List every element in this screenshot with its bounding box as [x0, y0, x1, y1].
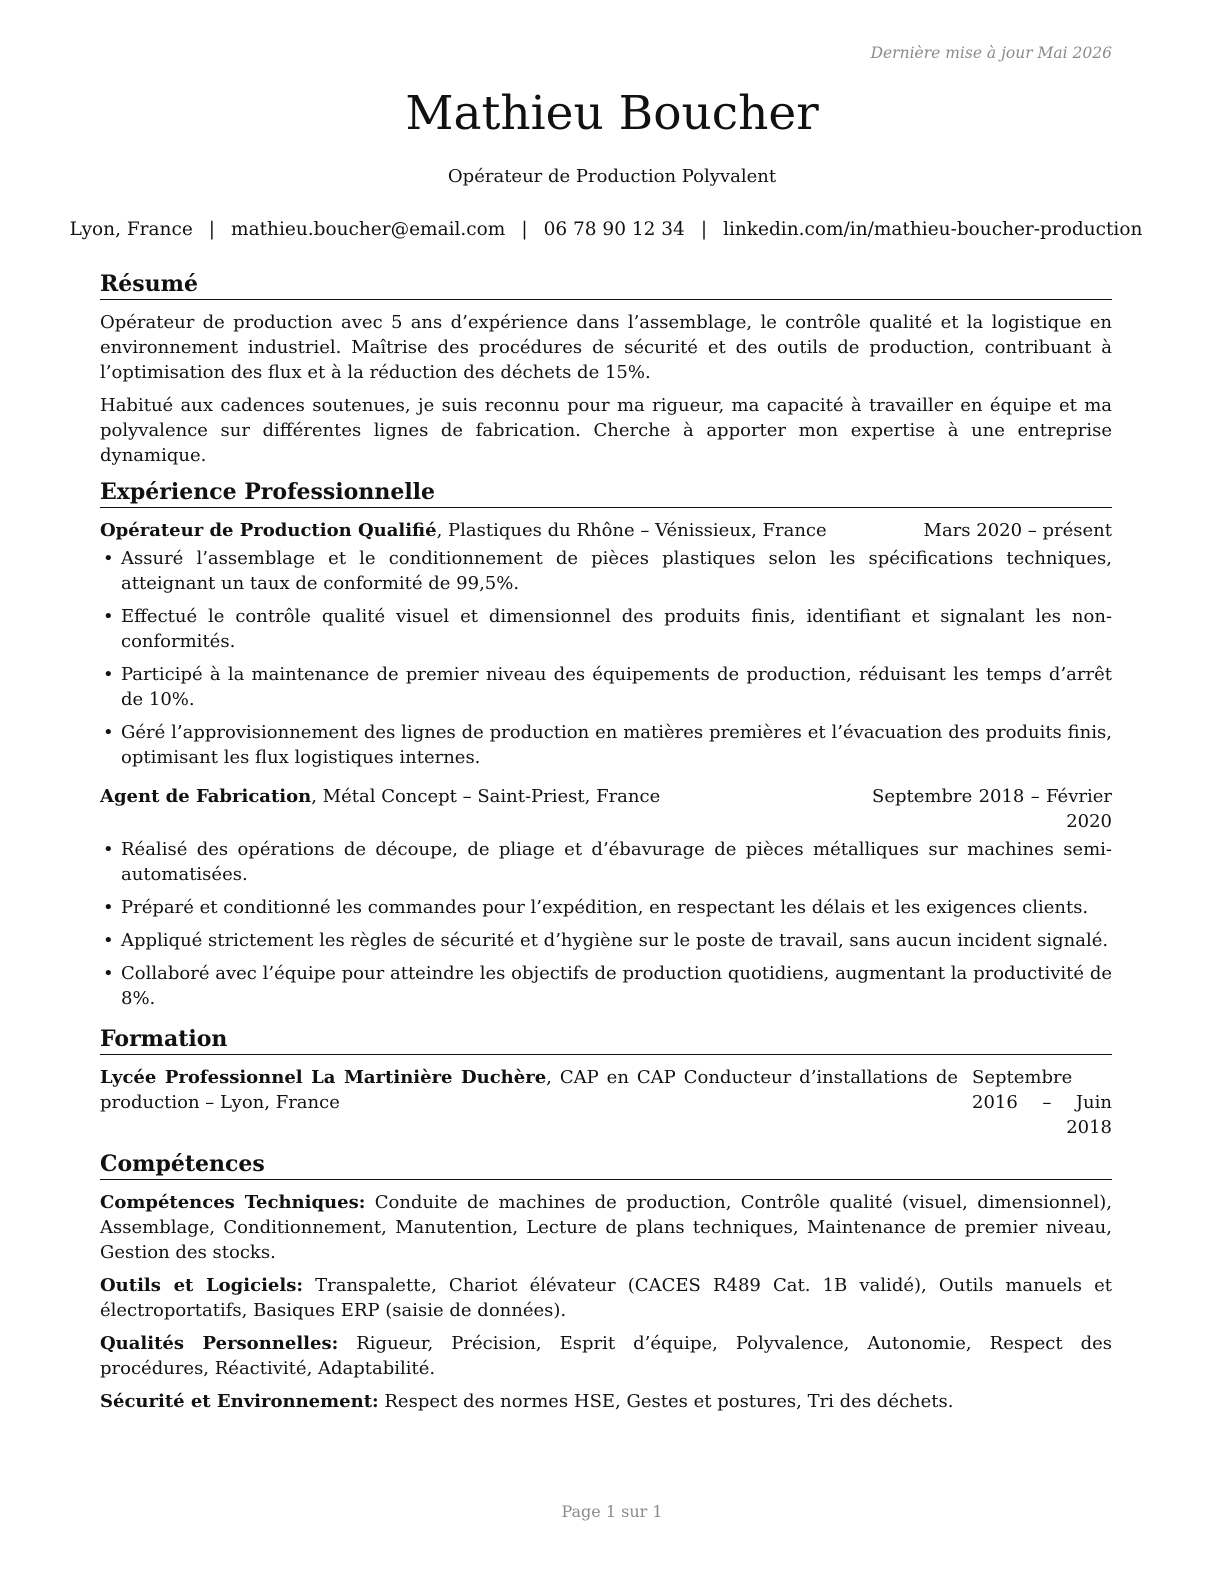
contact-separator: |: [208, 219, 216, 240]
contact-separator: |: [700, 219, 708, 240]
contact-location: Lyon, France: [69, 219, 193, 240]
skill-value: Conduite de machines de production, Contrôle qualité (visuel, dimensionnel), Assemblage, Conditionnement, Manutention, Lecture de plans techniques, Maintenance de premier niveau, Gestion des stocks.: [100, 1192, 1112, 1263]
contact-linkedin[interactable]: linkedin.com/in/mathieu-boucher-production: [723, 219, 1143, 240]
job-bullet: • Réalisé des opérations de découpe, de pliage et d’ébavurage de pièces métalliques sur machines semi-automatisées.: [100, 837, 1112, 887]
job-entry: [100, 518, 1112, 770]
summary-paragraph: Habitué aux cadences soutenues, je suis reconnu pour ma rigueur, ma capacité à travailler en équipe et ma polyvalence sur différentes lignes de fabrication. Cherche à apporter mon expertise à une entreprise dynamique.: [100, 395, 1112, 466]
summary-paragraph: Opérateur de production avec 5 ans d’expérience dans l’assemblage, le contrôle qualité et la logistique en environnement industriel. Maîtrise des procédures de sécurité et des outils de production, contribuant à l’optimisation des flux et à la réduction des déchets de 15%.: [100, 312, 1112, 383]
skill-label: Qualités Personnelles:: [100, 1333, 339, 1354]
job-bullet: • Appliqué strictement les règles de sécurité et d’hygiène sur le poste de travail, sans aucun incident signalé.: [100, 928, 1112, 953]
resume-content: [100, 270, 1112, 1424]
contact-email[interactable]: mathieu.boucher@email.com: [231, 219, 506, 240]
skill-value: Respect des normes HSE, Gestes et postures, Tri des déchets.: [378, 1391, 954, 1412]
job-bullet: • Collaboré avec l’équipe pour atteindre les objectifs de production quotidiens, augmentant la productivité de 8%.: [100, 961, 1112, 1011]
contact-line: [69, 219, 1143, 240]
job-role: Opérateur de Production Qualifié: [100, 520, 437, 541]
skill-label: Sécurité et Environnement:: [100, 1391, 379, 1412]
skill-value: Transpalette, Chariot élévateur (CACES R489 Cat. 1B validé), Outils manuels et électroportatifs, Basiques ERP (saisie de données).: [100, 1275, 1112, 1321]
page-number: Page 1 sur 1: [561, 1502, 663, 1521]
job-bullet: • Préparé et conditionné les commandes pour l’expédition, en respectant les délais et les exigences clients.: [100, 895, 1112, 920]
skill-value: Rigueur, Précision, Esprit d’équipe, Polyvalence, Autonomie, Respect des procédures, Réactivité, Adaptabilité.: [100, 1333, 1112, 1379]
summary-section: [100, 270, 1112, 468]
education-details: , CAP en CAP Conducteur d’installations de production – Lyon, France: [100, 1067, 959, 1113]
job-bullets: [100, 546, 1112, 770]
job-header: [100, 784, 1112, 834]
candidate-name: Mathieu Boucher: [405, 86, 819, 141]
skill-row: [100, 1331, 1112, 1381]
job-bullet: • Effectué le contrôle qualité visuel et dimensionnel des produits finis, identifiant et signalant les non-conformités.: [100, 604, 1112, 654]
education-school: Lycée Professionnel La Martinière Duchère: [100, 1067, 547, 1088]
section-title-experience: Expérience Professionnelle: [100, 478, 1112, 508]
skill-row: [100, 1273, 1112, 1323]
contact-phone: 06 78 90 12 34: [543, 219, 685, 240]
education-entry: [100, 1065, 1112, 1140]
contact-separator: |: [521, 219, 528, 240]
job-bullet: • Participé à la maintenance de premier niveau des équipements de production, réduisant les temps d’arrêt de 10%.: [100, 662, 1112, 712]
job-header: [100, 518, 1112, 543]
job-dates: Mars 2020 – présent: [923, 520, 1112, 541]
section-title-education: Formation: [100, 1025, 1112, 1055]
job-dates: Septembre 2018 – Février 2020: [872, 786, 1112, 832]
last-updated: Dernière mise à jour Mai 2026: [870, 44, 1112, 62]
skill-row: [100, 1389, 1112, 1414]
job-entry: [100, 784, 1112, 1011]
job-company: , Métal Concept – Saint-Priest, France: [311, 786, 661, 807]
section-title-skills: Compétences: [100, 1150, 1112, 1180]
skills-section: [100, 1150, 1112, 1414]
headline: Opérateur de Production Polyvalent: [447, 166, 777, 187]
education-section: [100, 1025, 1112, 1140]
experience-section: [100, 478, 1112, 1011]
skill-label: Compétences Techniques:: [100, 1192, 366, 1213]
job-bullet: • Assuré l’assemblage et le conditionnement de pièces plastiques selon les spécifications techniques, atteignant un taux de conformité de 99,5%.: [100, 546, 1112, 596]
job-role: Agent de Fabrication: [100, 786, 312, 807]
job-company: , Plastiques du Rhône – Vénissieux, France: [436, 520, 827, 541]
skill-row: [100, 1190, 1112, 1265]
job-bullet: • Géré l’approvisionnement des lignes de production en matières premières et l’évacuation des produits finis, optimisant les flux logistiques internes.: [100, 720, 1112, 770]
section-title-summary: Résumé: [100, 270, 1112, 300]
skill-label: Outils et Logiciels:: [100, 1275, 303, 1296]
job-bullets: [100, 837, 1112, 1011]
education-dates: Septembre 2016 – Juin 2018: [972, 1067, 1112, 1138]
